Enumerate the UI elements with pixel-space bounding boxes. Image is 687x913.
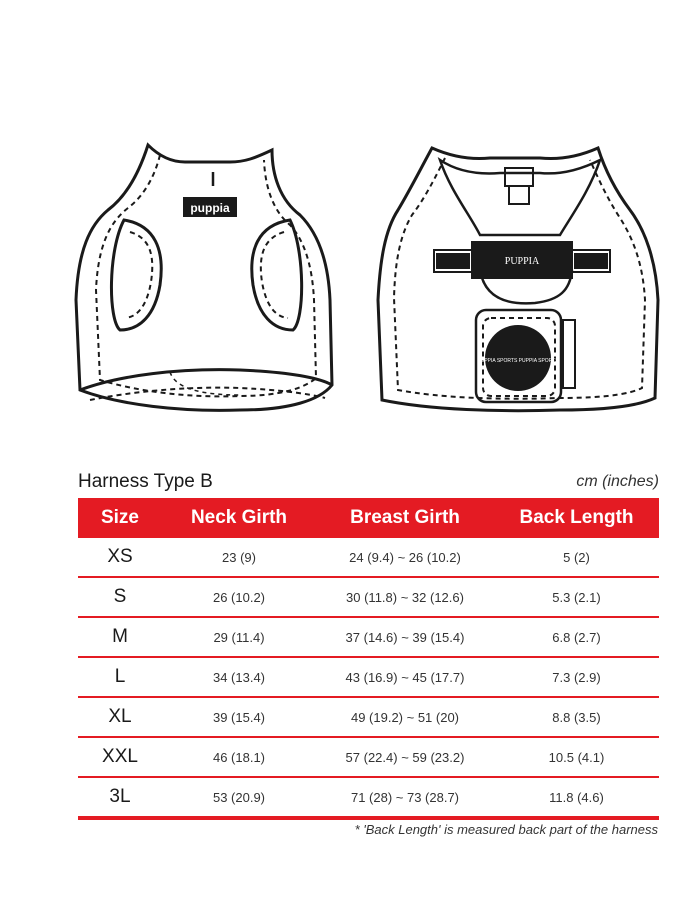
breast-girth-cell: 43 (16.9) ~ 45 (17.7) (316, 657, 494, 697)
breast-girth-cell: 57 (22.4) ~ 59 (23.2) (316, 737, 494, 777)
table-row (78, 538, 659, 577)
neck-girth-cell: 34 (13.4) (162, 657, 316, 697)
back-length-cell: 5 (2) (494, 538, 659, 577)
breast-girth-cell: 30 (11.8) ~ 32 (12.6) (316, 577, 494, 617)
breast-girth-cell: 49 (19.2) ~ 51 (20) (316, 697, 494, 737)
size-cell: L (78, 657, 162, 697)
back-length-cell: 5.3 (2.1) (494, 577, 659, 617)
harness-illustration (0, 0, 687, 450)
back-length-cell: 10.5 (4.1) (494, 737, 659, 777)
size-cell: XXL (78, 737, 162, 777)
size-cell: XL (78, 697, 162, 737)
size-cell: XS (78, 538, 162, 577)
pocket-patch-text: PUPPIA SPORTS PUPPIA SPORTS (477, 358, 559, 364)
table-row (78, 657, 659, 697)
neck-girth-cell: 46 (18.1) (162, 737, 316, 777)
size-cell: M (78, 617, 162, 657)
table-row (78, 577, 659, 617)
size-chart-table (78, 498, 659, 820)
table-row (78, 697, 659, 737)
back-length-cell: 7.3 (2.9) (494, 657, 659, 697)
neck-girth-cell: 29 (11.4) (162, 617, 316, 657)
table-row (78, 617, 659, 657)
header-breast-girth: Breast Girth (316, 498, 494, 538)
size-cell: 3L (78, 777, 162, 818)
neck-girth-cell: 23 (9) (162, 538, 316, 577)
back-length-cell: 11.8 (4.6) (494, 777, 659, 818)
unit-label: cm (inches) (576, 473, 659, 490)
neck-girth-cell: 39 (15.4) (162, 697, 316, 737)
breast-girth-cell: 71 (28) ~ 73 (28.7) (316, 777, 494, 818)
breast-girth-cell: 37 (14.6) ~ 39 (15.4) (316, 617, 494, 657)
header-neck-girth: Neck Girth (162, 498, 316, 538)
buckle-text: PUPPIA (504, 256, 540, 267)
table-title: Harness Type B (78, 471, 213, 492)
footnote: * 'Back Length' is measured back part of the harness (354, 822, 658, 837)
neck-girth-cell: 53 (20.9) (162, 777, 316, 818)
breast-girth-cell: 24 (9.4) ~ 26 (10.2) (316, 538, 494, 577)
table-row (78, 777, 659, 818)
size-cell: S (78, 577, 162, 617)
table-header-row (78, 498, 659, 538)
neck-girth-cell: 26 (10.2) (162, 577, 316, 617)
back-length-cell: 6.8 (2.7) (494, 617, 659, 657)
back-length-cell: 8.8 (3.5) (494, 697, 659, 737)
table-row (78, 737, 659, 777)
harness-front-view (378, 148, 658, 411)
header-size: Size (78, 498, 162, 538)
harness-back-view (76, 145, 332, 410)
header-back-length: Back Length (494, 498, 659, 538)
back-logo-text: puppia (190, 201, 230, 215)
